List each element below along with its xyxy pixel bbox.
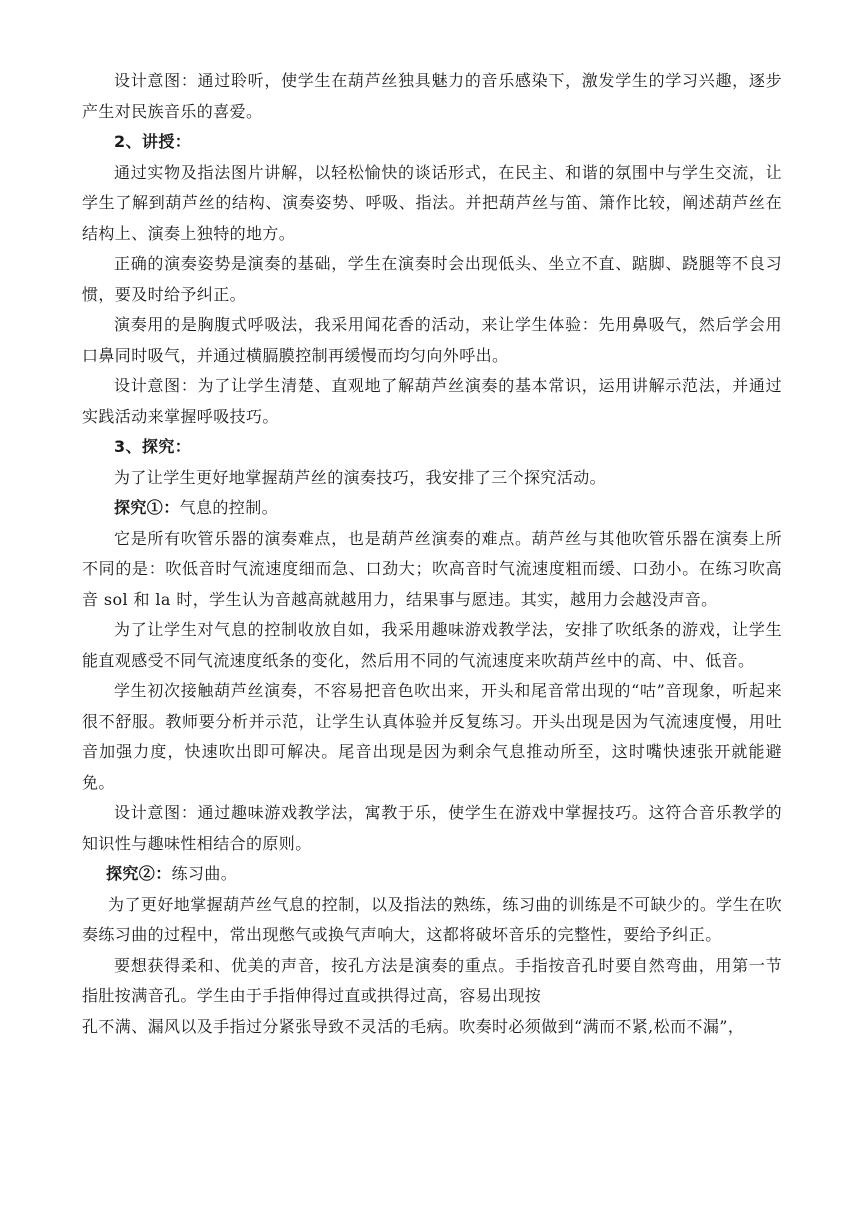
explore-1-heading [82,493,782,524]
fingering-continuation-paragraph: 孔不满、漏风以及手指过分紧张导致不灵活的毛病。吹奏时必须做到“满而不紧,松而不漏”， [82,1016,745,1036]
posture-paragraph: 正确的演奏姿势是演奏的基础，学生在演奏时会出现低头、坐立不直、踮脚、跷腿等不良习惯，要及时给予纠正。 [82,254,782,304]
paper-strip-game-paragraph: 为了让学生对气息的控制收放自如，我采用趣味游戏教学法，安排了吹纸条的游戏，让学生能直观感受不同气流速度纸条的变化，然后用不同的气流速度来吹葫芦丝中的高、中、低音。 [82,620,782,670]
document-page [82,66,782,1042]
explore-1-label: 探究①： [114,498,180,517]
explore-intro-paragraph: 为了让学生更好地掌握葫芦丝的演奏技巧，我安排了三个探究活动。 [114,467,607,487]
breathing-paragraph: 演奏用的是胸腹式呼吸法，我采用闻花香的活动，来让学生体验：先用鼻吸气，然后学会用口鼻同时吸气，并通过横膈膜控制再缓慢而均匀向外呼出。 [82,315,782,365]
beginner-tone-paragraph: 学生初次接触葫芦丝演奏，不容易把音色吹出来，开头和尾音常出现的“咕”音现象，听起来很不舒服。教师要分析并示范，让学生认真体验并反复练习。开头出现是因为气流速度慢，用吐音加强力度，快速吹出即可解决。尾音出现是因为剩余气息推动所至，这时嘴快速张开就能避免。 [82,681,782,792]
design-intent-paragraph-1: 设计意图：通过聆听，使学生在葫芦丝独具魅力的音乐感染下，激发学生的学习兴趣，逐步产生对民族音乐的喜爱。 [82,71,782,121]
design-intent-paragraph-3: 设计意图：通过趣味游戏教学法，寓教于乐，使学生在游戏中掌握技巧。这符合音乐教学的知识性与趣味性相结合的原则。 [82,803,782,853]
breath-control-paragraph: 它是所有吹管乐器的演奏难点，也是葫芦丝演奏的难点。葫芦丝与其他吹管乐器在演奏上所不同的是：吹低音时气流速度细而急、口劲大；吹高音时气流速度粗而缓、口劲小。在练习吹高音 sol 和 la 时，学生认为音越高就越用力，结果事与愿违。其实，越用力会越没声音。 [82,528,782,609]
explore-2-label: 探究②： [106,864,172,883]
lecture-paragraph: 通过实物及指法图片讲解，以轻松愉快的谈话形式，在民主、和谐的氛围中与学生交流，让学生了解到葫芦丝的结构、演奏姿势、呼吸、指法。并把葫芦丝与笛、箫作比较，阐述葫芦丝在结构上、演奏上独特的地方。 [82,162,782,243]
fingering-paragraph: 要想获得柔和、优美的声音，按孔方法是演奏的重点。手指按音孔时要自然弯曲，用第一节指肚按满音孔。学生由于手指伸得过直或拱得过高，容易出现按 [82,955,782,1005]
section-heading-explore: 3、探究： [114,437,192,456]
section-heading-lecture: 2、讲授： [114,132,192,151]
explore-1-title: 气息的控制。 [179,498,279,517]
design-intent-paragraph-2: 设计意图：为了让学生清楚、直观地了解葫芦丝演奏的基本常识，运用讲解示范法，并通过实践活动来掌握呼吸技巧。 [82,376,782,426]
explore-2-heading [82,859,782,890]
etude-paragraph: 为了更好地掌握葫芦丝气息的控制，以及指法的熟练，练习曲的训练是不可缺少的。学生在吹奏练习曲的过程中，常出现憋气或换气声响大，这都将破坏音乐的完整性，要给予纠正。 [82,894,782,944]
explore-2-title: 练习曲。 [171,864,238,883]
